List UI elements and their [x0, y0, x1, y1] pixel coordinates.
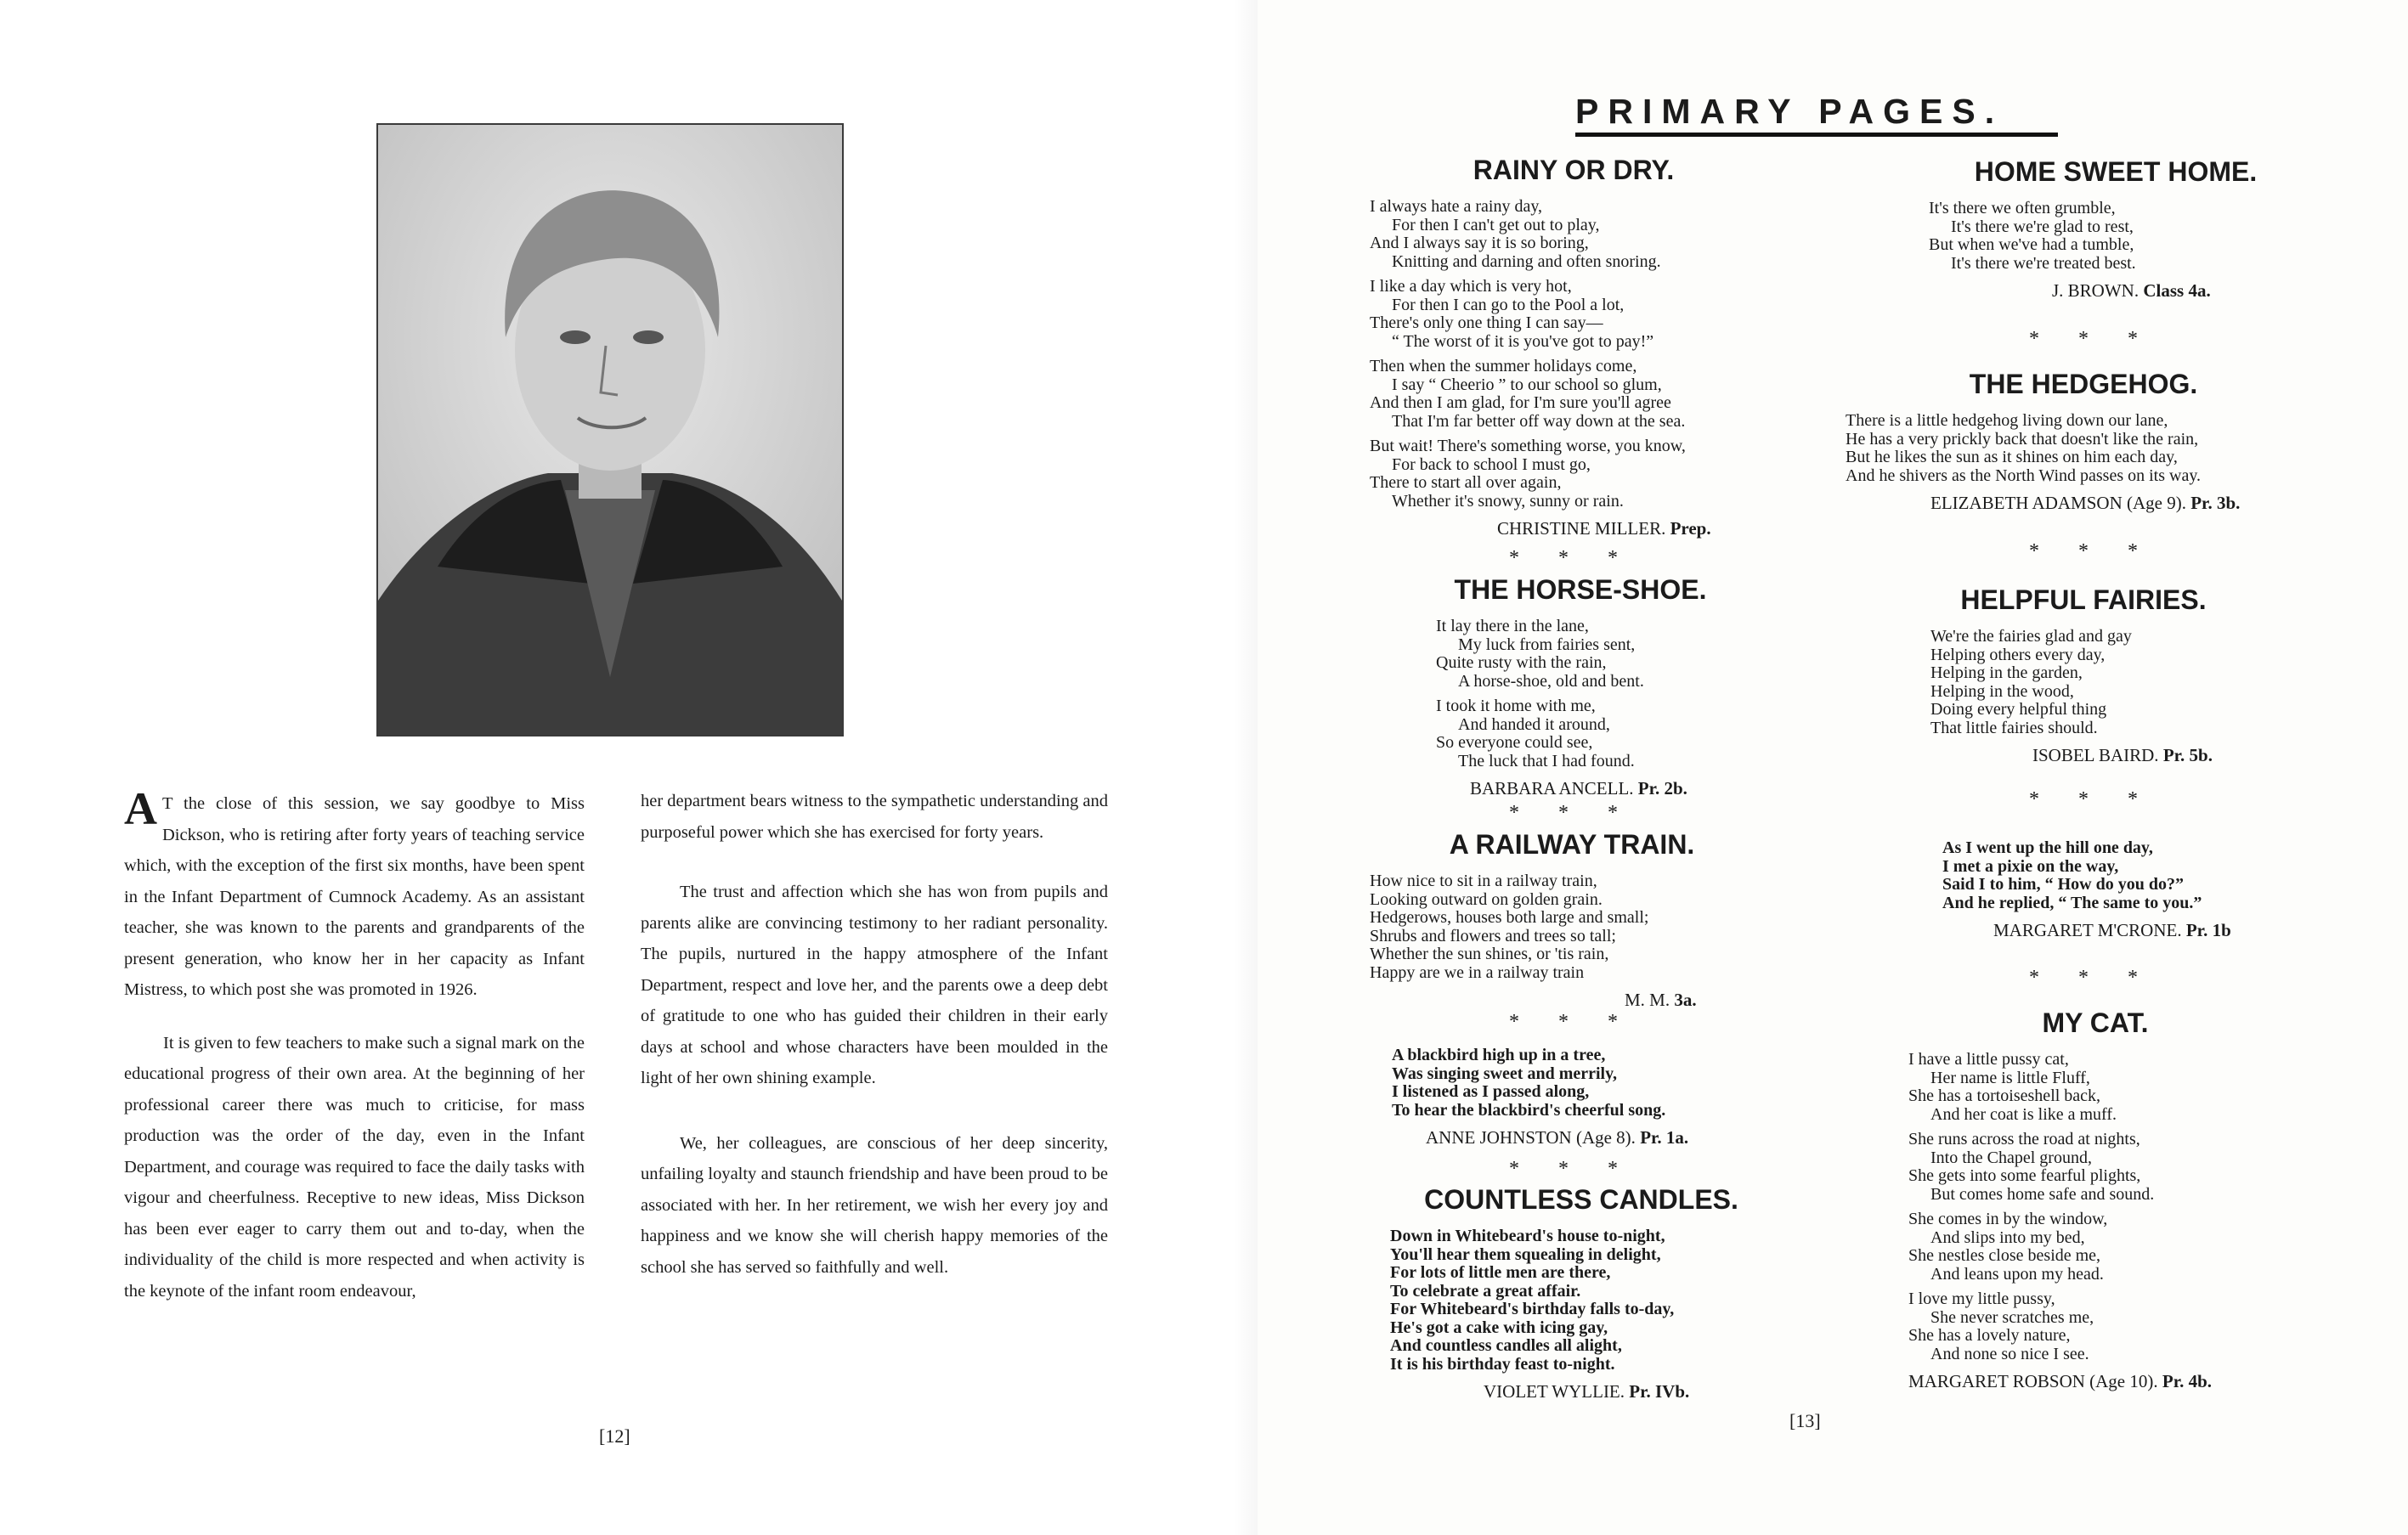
poem-stanza — [1908, 1211, 2282, 1284]
poem-helpful-fairies — [1930, 584, 2236, 766]
poem-line: And then I am glad, for I'm sure you'll agree — [1370, 393, 1671, 412]
poem-title: THE HEDGEHOG. — [1969, 369, 2198, 399]
poem-class: Pr. 5b. — [2162, 745, 2213, 765]
poem-blackbird — [1392, 1047, 1766, 1148]
poem-line: But he likes the sun as it shines on him each day, — [1846, 448, 2178, 466]
poem-line: She comes in by the window, — [1908, 1210, 2108, 1228]
poem-class: Pr. 2b. — [1637, 778, 1687, 799]
poem-class: Pr. 1a. — [1640, 1127, 1689, 1148]
poem-line: There to start all over again, — [1370, 473, 1562, 492]
poem-title: MY CAT. — [2042, 1007, 2149, 1038]
poem-countless-candles — [1390, 1184, 1772, 1402]
poem-line: He has a very prickly back that doesn't like the rain, — [1846, 429, 2199, 449]
poem-line: For then I can go to the Pool a lot, — [1392, 295, 1625, 314]
separator-stars: * * * — [1509, 1011, 1635, 1033]
poem-author: VIOLET WYLLIE. — [1484, 1381, 1625, 1402]
poem-stanza — [1929, 200, 2303, 273]
poem-class: Prep. — [1670, 518, 1711, 539]
poem-line: There is a little hedgehog living down our lane, — [1846, 411, 2168, 430]
poem-stanza — [1908, 1051, 2282, 1124]
poem-line: I took it home with me, — [1436, 697, 1596, 715]
poem-author-line — [1370, 989, 1774, 1011]
poem-author: CHRISTINE MILLER. — [1497, 518, 1666, 539]
poem-author: MARGARET ROBSON (Age 10). — [1908, 1371, 2158, 1391]
poem-author-line — [1436, 777, 1725, 799]
article-paragraph: It is given to few teachers to make such a signal mark on the educational progress of their own area. At the beginning of her professional career there was much to criticise, for mass production was the order of the day, even in the Infant Department, and courage was required to face the daily tasks with vigour and cheerfulness. Receptive to new ideas, Miss Dickson has been ever eager to carry them out and to-day, when the individuality of the child is more respected and when activity is the keynote of the infant room endeavour, — [124, 1033, 585, 1301]
poem-author: M. M. — [1625, 990, 1670, 1010]
poem-author: ELIZABETH ADAMSON (Age 9). — [1930, 493, 2186, 513]
poem-line: And I always say it is so boring, — [1370, 234, 1589, 252]
poem-line: To hear the blackbird's cheerful song. — [1392, 1100, 1666, 1120]
poem-rainy-or-dry — [1370, 155, 1778, 539]
poem-line: And he replied, “ The same to you.” — [1942, 893, 2202, 912]
poem-author-line — [1908, 1370, 2282, 1392]
poem-line: You'll hear them squealing in delight, — [1390, 1244, 1661, 1264]
poem-line: Helping in the garden, — [1930, 663, 2083, 682]
separator-stars: * * * — [2029, 540, 2155, 562]
poem-line: I say “ Cheerio ” to our school so glum, — [1392, 375, 1662, 394]
poem-line: She never scratches me, — [1930, 1307, 2094, 1327]
poem-line: She has a tortoiseshell back, — [1908, 1086, 2101, 1105]
poem-line: We're the fairies glad and gay — [1930, 627, 2132, 646]
portrait-image — [378, 125, 842, 735]
poem-class: Class 4a. — [2143, 280, 2211, 301]
separator-stars: * * * — [2029, 788, 2155, 810]
poem-line: It's there we're treated best. — [1951, 253, 2136, 273]
poem-stanza — [1908, 1290, 2282, 1363]
poem-line: She runs across the road at nights, — [1908, 1130, 2140, 1148]
poem-author-line — [1942, 919, 2308, 941]
poem-line: A blackbird high up in a tree, — [1392, 1046, 1606, 1064]
poem-stanza — [1930, 628, 2236, 737]
page-number: [12] — [599, 1425, 630, 1447]
poem-stanza — [1370, 872, 1774, 982]
poem-line: That little fairies should. — [1930, 718, 2098, 737]
poem-line: It lay there in the lane, — [1436, 617, 1589, 635]
poem-line: I met a pixie on the way, — [1942, 856, 2119, 876]
poem-line: And none so nice I see. — [1930, 1344, 2089, 1363]
portrait-photo — [376, 123, 844, 736]
poem-title: RAINY OR DRY. — [1472, 155, 1675, 185]
poem-stanza — [1436, 618, 1725, 691]
poem-line: “ The worst of it is you've got to pay!” — [1392, 331, 1654, 351]
poem-line: It is his birthday feast to-night. — [1390, 1354, 1615, 1374]
article-paragraph: A T the close of this session, we say goodbye to Miss Dickson, who is retiring after forty years of teaching service which, with the exception of the first six months, have been spent in the Infant Department of Cumnock Academy. As an assistant teacher, she was known to the parents and grandparents of the present generation, who know her in her capacity as Infant Mistress, to which post she was promoted in 1926. — [124, 783, 585, 999]
poem-author-line — [1370, 517, 1778, 539]
poem-stanza — [1436, 697, 1725, 770]
poem-line: Happy are we in a railway train — [1370, 962, 1585, 982]
drop-cap: A — [124, 783, 157, 834]
poem-line: But comes home safe and sound. — [1930, 1184, 2155, 1204]
poem-line: For lots of little men are there, — [1390, 1263, 1611, 1282]
article-column-1 — [124, 783, 585, 1329]
poem-stanza — [1846, 412, 2321, 485]
poem-line: Was singing sweet and merrily, — [1392, 1064, 1618, 1083]
poem-line: I have a little pussy cat, — [1908, 1050, 2069, 1069]
poem-line: And leans upon my head. — [1930, 1264, 2104, 1284]
poem-class: Pr. 3b. — [2190, 493, 2241, 513]
poem-line: That I'm far better off way down at the sea. — [1392, 411, 1686, 431]
poem-a-railway-train — [1370, 829, 1774, 1011]
poem-line: And he shivers as the North Wind passes on its way. — [1846, 466, 2202, 485]
poem-line: Whether the sun shines, or 'tis rain, — [1370, 945, 1609, 963]
poem-author: MARGARET M'CRONE. — [1993, 920, 2182, 940]
poem-stanza — [1390, 1227, 1772, 1374]
poem-line: And countless candles all alight, — [1390, 1336, 1622, 1355]
page-number: [13] — [1789, 1410, 1821, 1431]
poem-line: How nice to sit in a railway train, — [1370, 872, 1597, 890]
poem-author: ANNE JOHNSTON (Age 8). — [1426, 1127, 1636, 1148]
poem-line: Quite rusty with the rain, — [1436, 653, 1607, 672]
poem-line: I like a day which is very hot, — [1370, 277, 1572, 296]
poem-line: My luck from fairies sent, — [1458, 635, 1636, 654]
poem-line: I love my little pussy, — [1908, 1290, 2055, 1308]
poem-line: Doing every helpful thing — [1930, 700, 2107, 719]
poem-stanza — [1370, 358, 1778, 431]
poem-stanza — [1392, 1047, 1766, 1120]
separator-stars: * * * — [1509, 802, 1635, 824]
poem-author: ISOBEL BAIRD. — [2032, 745, 2159, 765]
poem-line: Into the Chapel ground, — [1930, 1148, 2092, 1167]
poem-line: Looking outward on golden grain. — [1370, 889, 1603, 909]
separator-stars: * * * — [1509, 1158, 1635, 1180]
poem-line: Down in Whitebeard's house to-night, — [1390, 1227, 1665, 1245]
poem-line: To celebrate a great affair. — [1390, 1281, 1581, 1301]
poem-line: Helping in the wood, — [1930, 681, 2074, 701]
poem-line: It's there we're glad to rest, — [1951, 217, 2134, 236]
poem-line: He's got a cake with icing gay, — [1390, 1318, 1608, 1337]
poem-line: She nestles close beside me, — [1908, 1246, 2101, 1265]
poem-line: There's only one thing I can say— — [1370, 313, 1603, 332]
poem-pixie — [1942, 839, 2308, 941]
poem-line: For Whitebeard's birthday falls to-day, — [1390, 1300, 1675, 1318]
poem-line: The luck that I had found. — [1458, 751, 1635, 770]
poem-class: Pr. 4b. — [2162, 1371, 2213, 1391]
poem-author: J. BROWN. — [2052, 280, 2140, 301]
poem-title: THE HORSE-SHOE. — [1454, 574, 1707, 605]
poem-stanza — [1370, 278, 1778, 351]
poem-author-line — [1846, 492, 2321, 514]
poem-class: Pr. IVb. — [1629, 1381, 1690, 1402]
poem-line: Her name is little Fluff, — [1930, 1068, 2090, 1087]
poem-line: Shrubs and flowers and trees so tall; — [1370, 926, 1616, 945]
poem-line: She has a lovely nature, — [1908, 1326, 2071, 1345]
poem-line: She gets into some fearful plights, — [1908, 1166, 2141, 1185]
article-paragraph: The trust and affection which she has won from pupils and parents alike are convincing testimony to her radiant personality. The pupils, nurtured in the happy atmosphere of the Infant Department, respect and love her, and the parents owe a deep debt of gratitude to one who has guided their children in their early days at school and whose characters have been moulded in the light of her own shining example. — [641, 883, 1108, 1087]
separator-stars: * * * — [1509, 547, 1635, 569]
poem-the-hedgehog — [1846, 369, 2321, 514]
poem-title: HELPFUL FAIRIES. — [1960, 584, 2207, 615]
poem-my-cat — [1908, 1007, 2282, 1392]
poem-title: HOME SWEET HOME. — [1974, 156, 2258, 187]
poem-line: For then I can't get out to play, — [1392, 215, 1600, 234]
poem-title: A RAILWAY TRAIN. — [1449, 829, 1695, 860]
poem-stanza — [1370, 437, 1778, 511]
poem-line: But wait! There's something worse, you know, — [1370, 437, 1686, 455]
article-paragraph: her department bears witness to the sympathetic understanding and purposeful power which she has exercised for forty years. — [641, 792, 1108, 842]
poem-line: So everyone could see, — [1436, 733, 1593, 752]
poem-line: Whether it's snowy, sunny or rain. — [1392, 491, 1624, 511]
poem-line: I listened as I passed along, — [1392, 1082, 1590, 1101]
poem-the-horse-shoe — [1436, 574, 1725, 799]
poem-line: For back to school I must go, — [1392, 454, 1591, 474]
poem-line: Knitting and darning and often snoring. — [1392, 251, 1661, 271]
poem-line: Then when the summer holidays come, — [1370, 357, 1637, 375]
poem-line: Hedgerows, houses both large and small; — [1370, 908, 1649, 927]
poem-stanza — [1908, 1131, 2282, 1204]
poem-author-line — [1390, 1380, 1772, 1402]
poem-line: Helping others every day, — [1930, 645, 2106, 664]
poem-home-sweet-home — [1929, 156, 2303, 302]
poem-stanza — [1370, 198, 1778, 271]
poem-line: A horse-shoe, old and bent. — [1458, 671, 1644, 691]
poem-class: Pr. 1b — [2185, 920, 2231, 940]
poem-author-line — [1929, 279, 2303, 302]
article-column-2 — [641, 786, 1108, 1305]
poem-title: COUNTLESS CANDLES. — [1424, 1184, 1738, 1215]
poem-author: BARBARA ANCELL. — [1470, 778, 1634, 799]
separator-stars: * * * — [2029, 328, 2155, 350]
poem-line: It's there we often grumble, — [1929, 199, 2116, 217]
poem-line: Said I to him, “ How do you do?” — [1942, 875, 2184, 894]
poem-line: I always hate a rainy day, — [1370, 197, 1543, 216]
poem-author-line — [1392, 1126, 1766, 1148]
poem-line: And her coat is like a muff. — [1930, 1104, 2117, 1124]
poem-stanza — [1942, 839, 2308, 912]
poem-line: And slips into my bed, — [1930, 1227, 2085, 1247]
poem-line: As I went up the hill one day, — [1942, 838, 2153, 857]
separator-stars: * * * — [2029, 967, 2155, 989]
poem-line: And handed it around, — [1458, 714, 1610, 734]
poem-author-line — [1930, 744, 2236, 766]
article-paragraph: We, her colleagues, are conscious of her deep sincerity, unfailing loyalty and staunch friendship and have been proud to be associated with her. In her retirement, we wish her every joy and happiness and we know she will cherish happy memories of the school she has served so faithfully and well. — [641, 1133, 1108, 1277]
section-banner: PRIMARY PAGES. — [1575, 92, 2058, 137]
poem-class: 3a. — [1674, 990, 1697, 1010]
poem-line: But when we've had a tumble, — [1929, 235, 2134, 254]
